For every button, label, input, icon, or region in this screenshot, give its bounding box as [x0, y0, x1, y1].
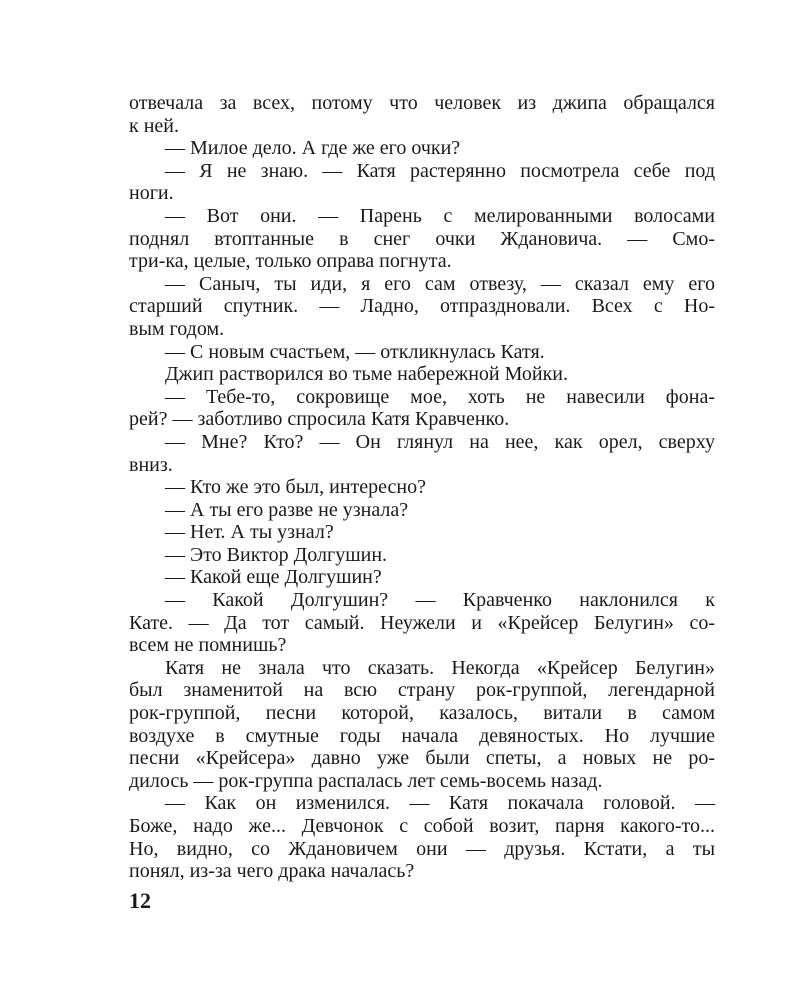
text-line: — Тебе-то, сокровище мое, хоть не навесили фона-	[165, 385, 715, 408]
text-line: — Нет. А ты узнал?	[165, 521, 334, 544]
text-line: рей? — заботливо спросила Катя Кравченко.	[129, 408, 510, 431]
text-line: — Саныч, ты иди, я его сам отвезу, — сказал ему его	[165, 272, 715, 295]
text-line: песни «Крейсера» давно уже были спеты, а новых не ро-	[129, 747, 715, 770]
text-line: Катя не знала что сказать. Некогда «Крейсер Белугин»	[165, 656, 715, 679]
text-line: был знаменитой на всю страну рок-группой, легендарной	[129, 679, 715, 702]
text-line: Боже, надо же... Девчонок с собой возит, парня какого-то...	[129, 815, 715, 837]
text-line: вниз.	[129, 453, 173, 476]
text-line: воздухе в смутные годы начала девяностых. Но лучшие	[129, 724, 715, 747]
text-line: — Какой Долгушин? — Кравченко наклонился к	[165, 589, 715, 612]
text-line: Джип растворился во тьме набережной Мойки.	[165, 363, 569, 386]
text-line: Но, видно, со Ждановичем они — друзья. Кстати, а ты	[129, 837, 715, 860]
text-line: — С новым счастьем, — откликнулась Катя.	[165, 340, 545, 363]
text-line: — Мне? Кто? — Он глянул на нее, как орел, сверху	[165, 430, 715, 453]
text-line: — Я не знаю. — Катя растерянно посмотрела себе под	[165, 159, 715, 182]
text-line: — А ты его разве не узнала?	[165, 498, 409, 521]
text-line: — Какой еще Долгушин?	[165, 566, 382, 589]
text-line: — Как он изменился. — Катя покачала головой. —	[165, 792, 715, 815]
text-line: — Кто же это был, интересно?	[165, 476, 426, 499]
text-line: отвечала за всех, потому что человек из джипа обращался	[129, 92, 715, 114]
text-line: вым годом.	[129, 317, 225, 340]
text-line: рок-группой, песни которой, казалось, витали в самом	[129, 702, 715, 725]
text-line: поднял втоптанные в снег очки Ждановича. — Смо-	[129, 227, 715, 250]
page-number: 12	[129, 888, 151, 913]
text-line: дилось — рок-группа распалась лет семь-восемь назад.	[129, 769, 603, 792]
text-line: старший спутник. — Ладно, отпраздновали. Всех с Но-	[129, 295, 715, 318]
text-line: — Это Виктор Долгушин.	[165, 543, 388, 566]
text-line: к ней.	[129, 114, 179, 137]
text-line: понял, из-за чего драка началась?	[129, 860, 415, 883]
text-line: — Милое дело. А где же его очки?	[165, 137, 461, 160]
text-line: три-ка, целые, только оправа погнута.	[129, 250, 452, 273]
text-line: — Вот они. — Парень с мелированными волосами	[165, 204, 715, 227]
text-line: всем не помнишь?	[129, 634, 287, 657]
text-line: ноги.	[129, 182, 174, 205]
book-page-text	[129, 92, 715, 883]
text-line: Кате. — Да тот самый. Неужели и «Крейсер Белугин» со-	[129, 611, 715, 634]
